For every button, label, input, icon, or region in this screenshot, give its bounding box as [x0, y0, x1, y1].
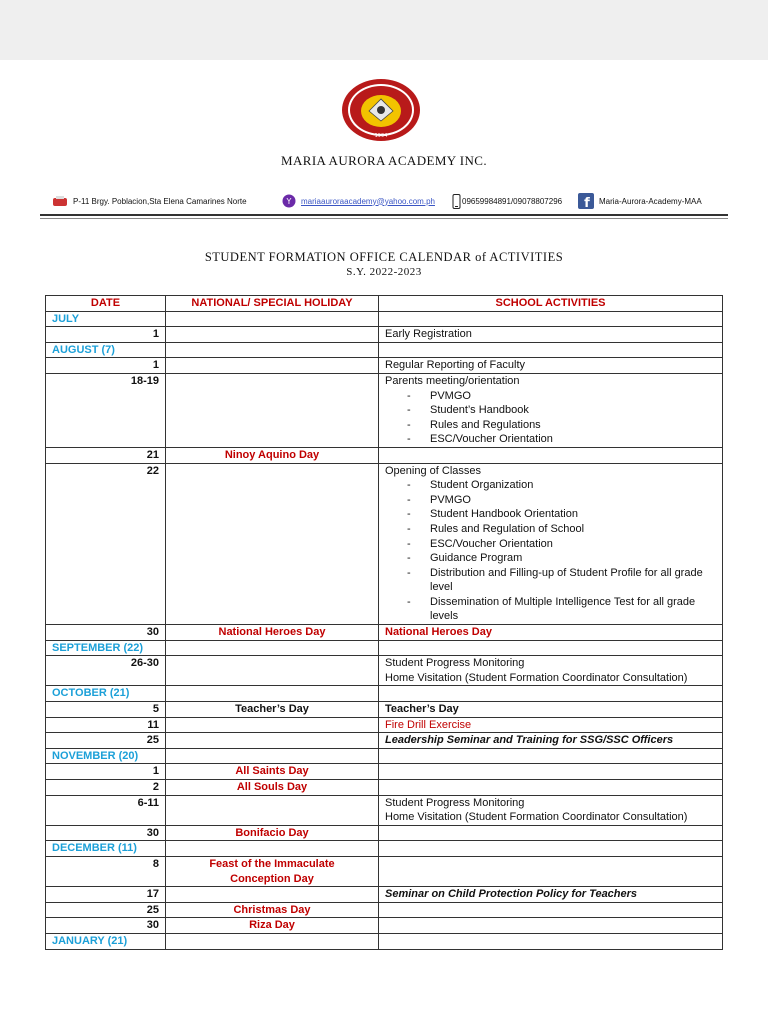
holiday-cell: Riza Day [166, 918, 379, 934]
activity-text: National Heroes Day [385, 626, 492, 639]
table-row [46, 887, 723, 903]
table-row [46, 764, 723, 780]
viewer-top-bar [0, 0, 768, 60]
date-cell: 11 [46, 717, 166, 733]
svg-text:f: f [584, 196, 590, 209]
month-label: OCTOBER (21) [46, 686, 166, 702]
activity-text: Home Visitation (Student Formation Coordinator Consultation) [385, 671, 688, 684]
header-activities: SCHOOL ACTIVITIES [379, 296, 723, 312]
month-row [46, 311, 723, 327]
svg-text:Y: Y [286, 197, 292, 206]
sub-item: - ESC/Voucher Orientation [385, 432, 716, 447]
facebook-icon [578, 193, 594, 209]
date-cell: 8 [46, 856, 166, 886]
activity-text: Leadership Seminar and Training for SSG/SSC Officers [385, 734, 674, 747]
month-row [46, 342, 723, 358]
date-cell: 21 [46, 447, 166, 463]
sub-item: - Guidance Program [385, 551, 716, 566]
sub-item: - Rules and Regulations [385, 418, 716, 433]
holiday-cell: National Heroes Day [166, 625, 379, 641]
month-label: NOVEMBER (20) [46, 748, 166, 764]
table-row [46, 373, 723, 447]
yahoo-mail-icon [282, 194, 296, 208]
sub-item: - ESC/Voucher Orientation [385, 537, 716, 552]
holiday-cell: All Souls Day [166, 780, 379, 796]
phone-text: 09659984891/09078807296 [462, 196, 563, 206]
table-row [46, 795, 723, 825]
table-row [46, 358, 723, 374]
holiday-cell: Bonifacio Day [166, 825, 379, 841]
month-row [46, 640, 723, 656]
svg-text:1994: 1994 [374, 133, 388, 139]
sub-item: - Student Handbook Orientation [385, 507, 716, 522]
activity-text: Regular Reporting of Faculty [385, 359, 526, 372]
header-holiday: NATIONAL/ SPECIAL HOLIDAY [166, 296, 379, 312]
table-row [46, 327, 723, 343]
month-label: SEPTEMBER (22) [46, 640, 166, 656]
date-cell: 18-19 [46, 373, 166, 447]
date-cell: 2 [46, 780, 166, 796]
table-header-row [46, 296, 723, 312]
table-row [46, 625, 723, 641]
header-divider [40, 214, 728, 216]
holiday-cell: Teacher’s Day [166, 702, 379, 718]
date-cell: 6-11 [46, 795, 166, 825]
holiday-cell: Christmas Day [166, 902, 379, 918]
table-row [46, 856, 723, 886]
holiday-cell: Ninoy Aquino Day [166, 447, 379, 463]
date-cell: 1 [46, 327, 166, 343]
date-cell: 30 [46, 625, 166, 641]
header-date: DATE [46, 296, 166, 312]
school-year: S.Y. 2022-2023 [346, 266, 422, 278]
activity-text: Early Registration [385, 328, 472, 341]
table-row [46, 717, 723, 733]
date-cell: 22 [46, 463, 166, 625]
date-cell: 5 [46, 702, 166, 718]
month-label: AUGUST (7) [46, 342, 166, 358]
month-row [46, 841, 723, 857]
sub-item: - PVMGO [385, 389, 716, 404]
date-cell: 1 [46, 358, 166, 374]
activity-text: Student Progress Monitoring [385, 796, 525, 809]
sub-item: - PVMGO [385, 493, 716, 508]
table-row [46, 918, 723, 934]
month-row [46, 933, 723, 949]
date-cell: 25 [46, 733, 166, 749]
table-row [46, 902, 723, 918]
date-cell: 30 [46, 825, 166, 841]
table-row [46, 780, 723, 796]
date-cell: 26-30 [46, 656, 166, 686]
date-cell: 30 [46, 918, 166, 934]
address-text: P-11 Brgy. Poblacion,Sta Elena Camarines Norte [73, 196, 247, 206]
table-row [46, 656, 723, 686]
activity-text: Teacher’s Day [385, 703, 459, 716]
activity-text: Seminar on Child Protection Policy for Teachers [385, 888, 638, 901]
email-link[interactable]: mariaauroraacademy@yahoo.com.ph [301, 196, 435, 206]
sub-item: - Dissemination of Multiple Intelligence Test for all grade levels [385, 595, 716, 624]
sub-item: - Student Organization [385, 478, 716, 493]
organization-name: MARIA AURORA ACADEMY INC. [281, 153, 487, 168]
date-cell: 25 [46, 902, 166, 918]
table-row [46, 447, 723, 463]
holiday-cell: All Saints Day [166, 764, 379, 780]
month-label: JULY [46, 311, 166, 327]
activity-text: Student Progress Monitoring [385, 657, 525, 670]
month-label: DECEMBER (11) [46, 841, 166, 857]
school-building-icon [52, 195, 68, 207]
month-row [46, 686, 723, 702]
facebook [578, 190, 702, 212]
phone [452, 190, 562, 212]
month-label: JANUARY (21) [46, 933, 166, 949]
table-row [46, 702, 723, 718]
activity-text: Fire Drill Exercise [385, 718, 472, 731]
table-row [46, 733, 723, 749]
document-title: STUDENT FORMATION OFFICE CALENDAR of ACTIVITIES [204, 250, 564, 264]
activity-text: Opening of Classes [385, 464, 481, 477]
activity-text: Parents meeting/orientation [385, 374, 520, 387]
table-row [46, 825, 723, 841]
header-divider-thin [40, 218, 728, 219]
table-row [46, 463, 723, 625]
sub-item: - Student’s Handbook [385, 403, 716, 418]
sub-item: - Rules and Regulation of School [385, 522, 716, 537]
date-cell: 1 [46, 764, 166, 780]
phone-icon [452, 194, 461, 209]
activities-table [45, 295, 723, 950]
sub-item: - Distribution and Filling-up of Student Profile for all grade level [385, 566, 716, 595]
school-logo [340, 77, 422, 143]
address [52, 190, 247, 212]
month-row [46, 748, 723, 764]
holiday-cell: Feast of the Immaculate Conception Day [166, 856, 379, 886]
email[interactable] [282, 190, 435, 212]
facebook-text: Maria-Aurora-Academy-MAA [599, 196, 702, 206]
date-cell: 17 [46, 887, 166, 903]
activity-text: Home Visitation (Student Formation Coordinator Consultation) [385, 811, 688, 824]
